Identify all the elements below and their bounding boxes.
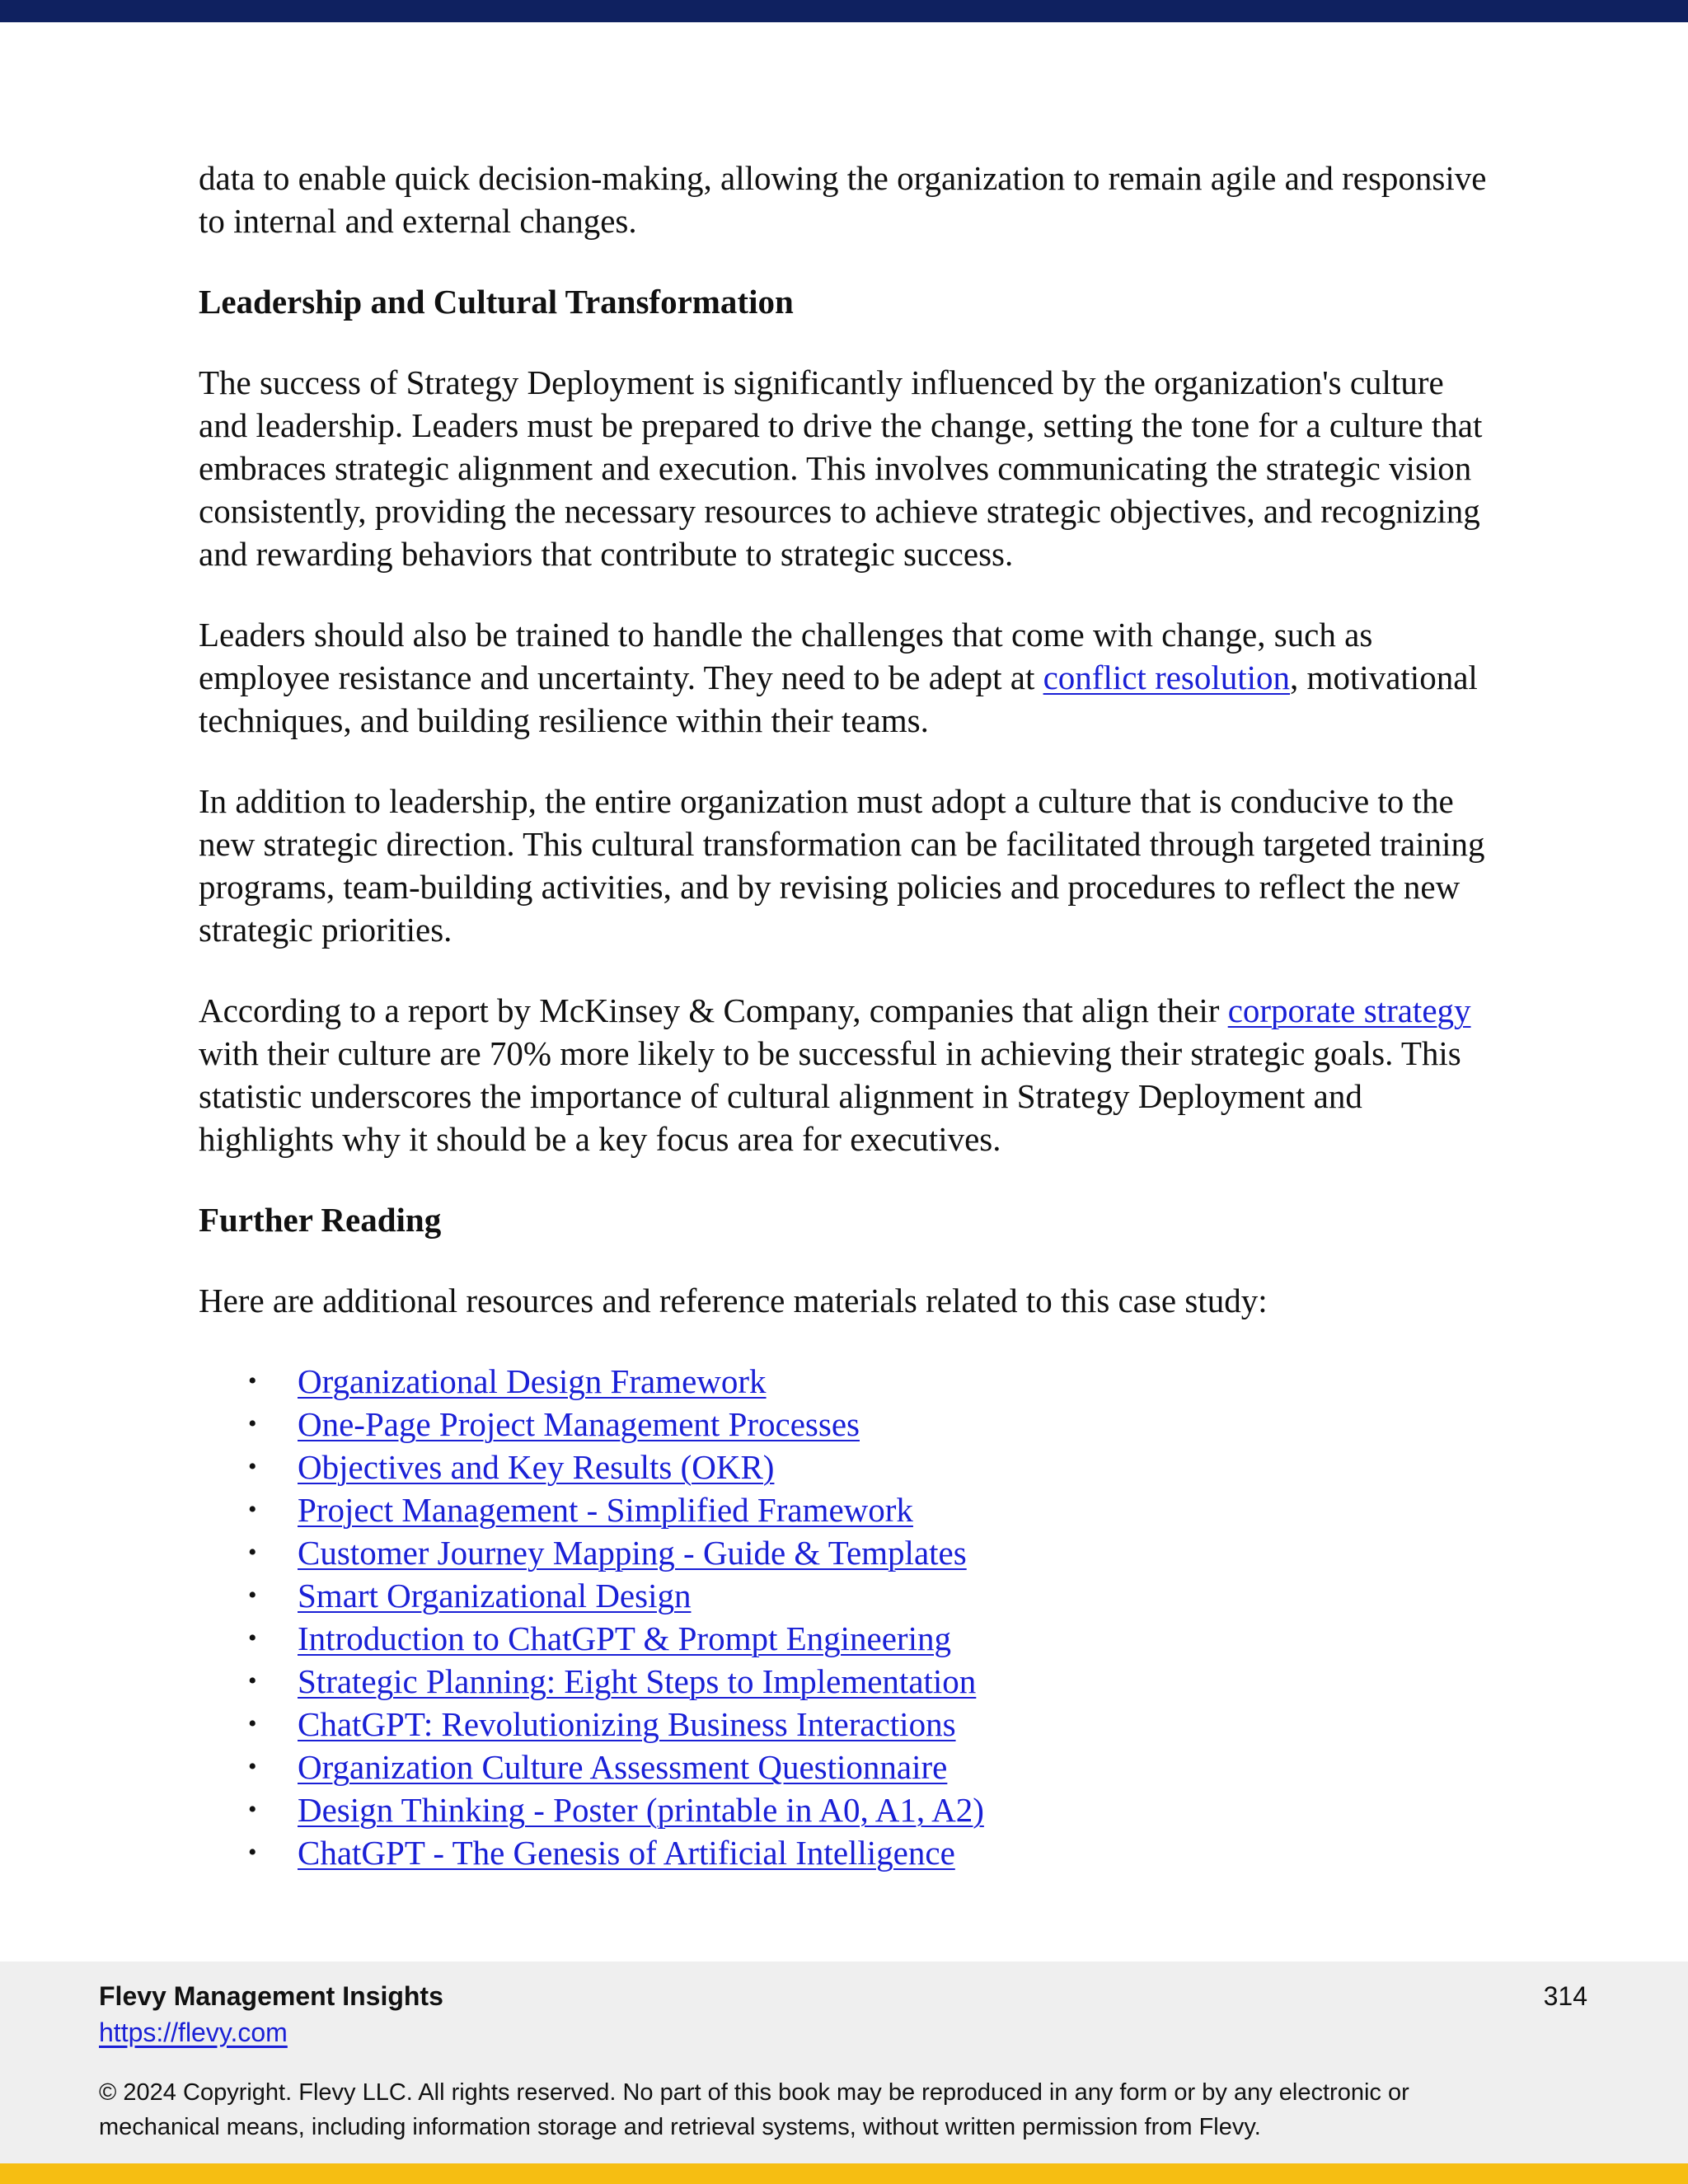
bullet-icon: •: [248, 1582, 257, 1609]
list-item: [248, 1403, 1501, 1446]
footer-brand: Flevy Management Insights: [99, 1981, 443, 2011]
further-reading-list: [199, 1360, 1501, 1874]
top-accent-bar: [0, 0, 1688, 22]
further-reading-intro: Here are additional resources and reference materials related to this case study:: [199, 1282, 1268, 1319]
paragraph-text: Leaders should also be trained to handle the challenges that come with change, such as employee resistance and uncertainty. They need to be adept at: [199, 616, 1373, 696]
further-reading-heading: Further Reading: [199, 1201, 442, 1239]
bullet-icon: •: [248, 1753, 257, 1780]
reading-link[interactable]: Project Management - Simplified Framework: [298, 1491, 913, 1529]
paragraph-text: , motivational techniques, and building resilience within their teams.: [199, 658, 1478, 739]
reading-link[interactable]: Strategic Planning: Eight Steps to Implementation: [298, 1662, 977, 1700]
list-item: [248, 1360, 1501, 1403]
list-item: [248, 1831, 1501, 1874]
reading-link[interactable]: Customer Journey Mapping - Guide & Templates: [298, 1534, 967, 1572]
intro-paragraph: data to enable quick decision-making, allowing the organization to remain agile and responsive to internal and external changes.: [199, 159, 1487, 240]
corporate-strategy-link[interactable]: corporate strategy: [1227, 991, 1471, 1029]
list-item: [248, 1746, 1501, 1788]
list-item: [248, 1574, 1501, 1617]
bullet-icon: •: [248, 1796, 257, 1823]
paragraph-cultural-transformation: In addition to leadership, the entire organization must adopt a culture that is conducive to the new strategic direction. This cultural transformation can be facilitated through targeted training programs, team-building activities, and by revising policies and procedures to reflect the new strategic priorities.: [199, 782, 1485, 949]
reading-link[interactable]: Organization Culture Assessment Questionnaire: [298, 1748, 948, 1786]
list-item: [248, 1788, 1501, 1831]
list-item: [248, 1660, 1501, 1703]
reading-link[interactable]: Organizational Design Framework: [298, 1362, 767, 1400]
reading-link[interactable]: Design Thinking - Poster (printable in A0, A1, A2): [298, 1791, 984, 1829]
page-number: 314: [1543, 1981, 1587, 2011]
footer-url-link[interactable]: https://flevy.com: [99, 2018, 288, 2047]
bullet-icon: •: [248, 1410, 257, 1437]
bullet-icon: •: [248, 1367, 257, 1394]
bullet-icon: •: [248, 1539, 257, 1566]
paragraph-leader-training: [199, 613, 1501, 742]
section-heading: Leadership and Cultural Transformation: [199, 283, 794, 321]
page-content: [199, 157, 1501, 1874]
page-footer: [0, 1961, 1688, 2163]
list-item: [248, 1488, 1501, 1531]
conflict-resolution-link[interactable]: conflict resolution: [1043, 658, 1291, 696]
bottom-accent-bar: [0, 2163, 1688, 2184]
copyright-notice: © 2024 Copyright. Flevy LLC. All rights reserved. No part of this book may be reproduced in any form or by any electronic or mechanical means, including information storage and retrieval systems, without written permission from Flevy.: [99, 2079, 1409, 2140]
reading-link[interactable]: One-Page Project Management Processes: [298, 1405, 860, 1443]
bullet-icon: •: [248, 1839, 257, 1866]
reading-link[interactable]: Objectives and Key Results (OKR): [298, 1448, 775, 1486]
bullet-icon: •: [248, 1624, 257, 1652]
bullet-icon: •: [248, 1710, 257, 1737]
paragraph-text: According to a report by McKinsey & Company, companies that align their: [199, 991, 1228, 1029]
bullet-icon: •: [248, 1496, 257, 1523]
list-item: [248, 1617, 1501, 1660]
bullet-icon: •: [248, 1453, 257, 1480]
paragraph-culture-leadership: The success of Strategy Deployment is significantly influenced by the organization's culture and leadership. Leaders must be prepared to drive the change, setting the tone for a culture that embraces strategic alignment and execution. This involves communicating the strategic vision consistently, providing the necessary resources to achieve strategic objectives, and recognizing and rewarding behaviors that contribute to strategic success.: [199, 363, 1483, 573]
list-item: [248, 1703, 1501, 1746]
list-item: [248, 1446, 1501, 1488]
reading-link[interactable]: ChatGPT: Revolutionizing Business Interactions: [298, 1705, 956, 1743]
reading-link[interactable]: Introduction to ChatGPT & Prompt Engineering: [298, 1619, 951, 1657]
reading-link[interactable]: Smart Organizational Design: [298, 1577, 692, 1615]
reading-link[interactable]: ChatGPT - The Genesis of Artificial Intelligence: [298, 1834, 955, 1872]
paragraph-mckinsey: [199, 989, 1501, 1160]
list-item: [248, 1531, 1501, 1574]
bullet-icon: •: [248, 1667, 257, 1694]
paragraph-text: with their culture are 70% more likely to be successful in achieving their strategic goals. This statistic underscores the importance of cultural alignment in Strategy Deployment and highlights why it should be a key focus area for executives.: [199, 1034, 1461, 1158]
